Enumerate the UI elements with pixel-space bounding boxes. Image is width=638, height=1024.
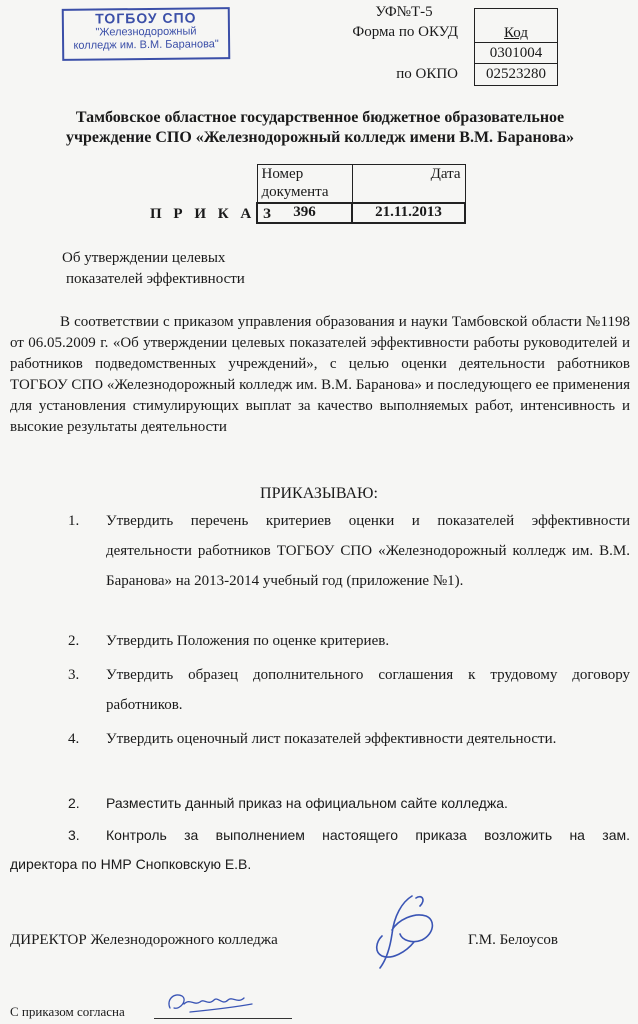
agreement-label: С приказом согласна bbox=[10, 1004, 125, 1019]
stamp-line-2: "Железнодорожный bbox=[95, 25, 197, 39]
okud-code: 0301004 bbox=[474, 42, 558, 64]
item-number: 4. bbox=[68, 731, 80, 747]
director-label: ДИРЕКТОР Железнодорожного колледжа bbox=[10, 932, 278, 948]
item-number: 3. bbox=[68, 667, 80, 683]
subject-line-2: показателей эффективности bbox=[66, 271, 245, 287]
item-number: 3. bbox=[68, 827, 80, 843]
organization-stamp bbox=[62, 7, 231, 61]
item-number: 1. bbox=[68, 513, 80, 529]
prikaz-title: П Р И К А З bbox=[150, 206, 275, 222]
item-text: Контроль за выполнением настоящего приказа возложить на зам. bbox=[106, 827, 630, 843]
code-header bbox=[474, 8, 558, 42]
organization-name bbox=[20, 108, 620, 148]
stamp-line-1: ТОГБОУ СПО bbox=[95, 9, 197, 27]
number-header: Номер документа bbox=[257, 165, 352, 203]
prikazyvayu-heading: ПРИКАЗЫВАЮ: bbox=[260, 485, 378, 502]
subject-line-1: Об утверждении целевых bbox=[62, 250, 226, 266]
date-header: Дата bbox=[352, 165, 465, 203]
last-line: директора по НМР Снопковскую Е.В. bbox=[10, 856, 252, 872]
item-text: Утвердить Положения по оценке критериев. bbox=[106, 633, 390, 649]
document-number-table bbox=[256, 164, 466, 224]
document-date: 21.11.2013 bbox=[352, 203, 465, 223]
agreement-signature-icon bbox=[160, 986, 260, 1020]
item-text: Утвердить оценочный лист показателей эффективности деятельности. bbox=[106, 731, 557, 747]
form-name: УФ№Т-5 bbox=[375, 4, 433, 20]
item-text: Разместить данный приказ на официальном сайте колледжа. bbox=[106, 795, 508, 811]
director-name: Г.М. Белоусов bbox=[468, 932, 558, 948]
item-number: 2. bbox=[68, 633, 80, 649]
item-number: 2. bbox=[68, 795, 80, 811]
body-paragraph: В соответствии с приказом управления образования и науки Тамбовской области №1198 от 06.05.2009 г. «Об утверждении целевых показателей эффективности работы руководителей и работников подведомственных учреждений», с целью оценки деятельности работников ТОГБОУ СПО «Железнодорожный колледж им. В.М. Баранова» и последующего ее применения для установления стимулирующих выплат за качество выполняемых работ, интенсивность и высокие результаты деятельности bbox=[10, 314, 630, 435]
okpo-label: по ОКПО bbox=[396, 66, 458, 82]
okud-label: Форма по ОКУД bbox=[352, 24, 458, 40]
director-signature-icon bbox=[362, 890, 452, 972]
item-text: Утвердить перечень критериев оценки и показателей эффективности деятельности работников ТОГБОУ СПО «Железнодорожный колледж им. В.М. Баранова» на 2013-2014 учебный год (приложение №1). bbox=[106, 513, 630, 589]
organization-line-2: учреждение СПО «Железнодорожный колледж имени В.М. Баранова» bbox=[65, 129, 574, 146]
code-label: Код bbox=[504, 25, 528, 41]
subject bbox=[62, 248, 245, 290]
stamp-line-3: колледж им. В.М. Баранова" bbox=[73, 38, 219, 52]
item-text: Утвердить образец дополнительного соглашения к трудовому договору работников. bbox=[106, 667, 630, 713]
document-number: 396 bbox=[257, 203, 352, 223]
organization-line-1: Тамбовское областное государственное бюджетное образовательное bbox=[75, 109, 565, 126]
okpo-code: 02523280 bbox=[474, 64, 558, 86]
